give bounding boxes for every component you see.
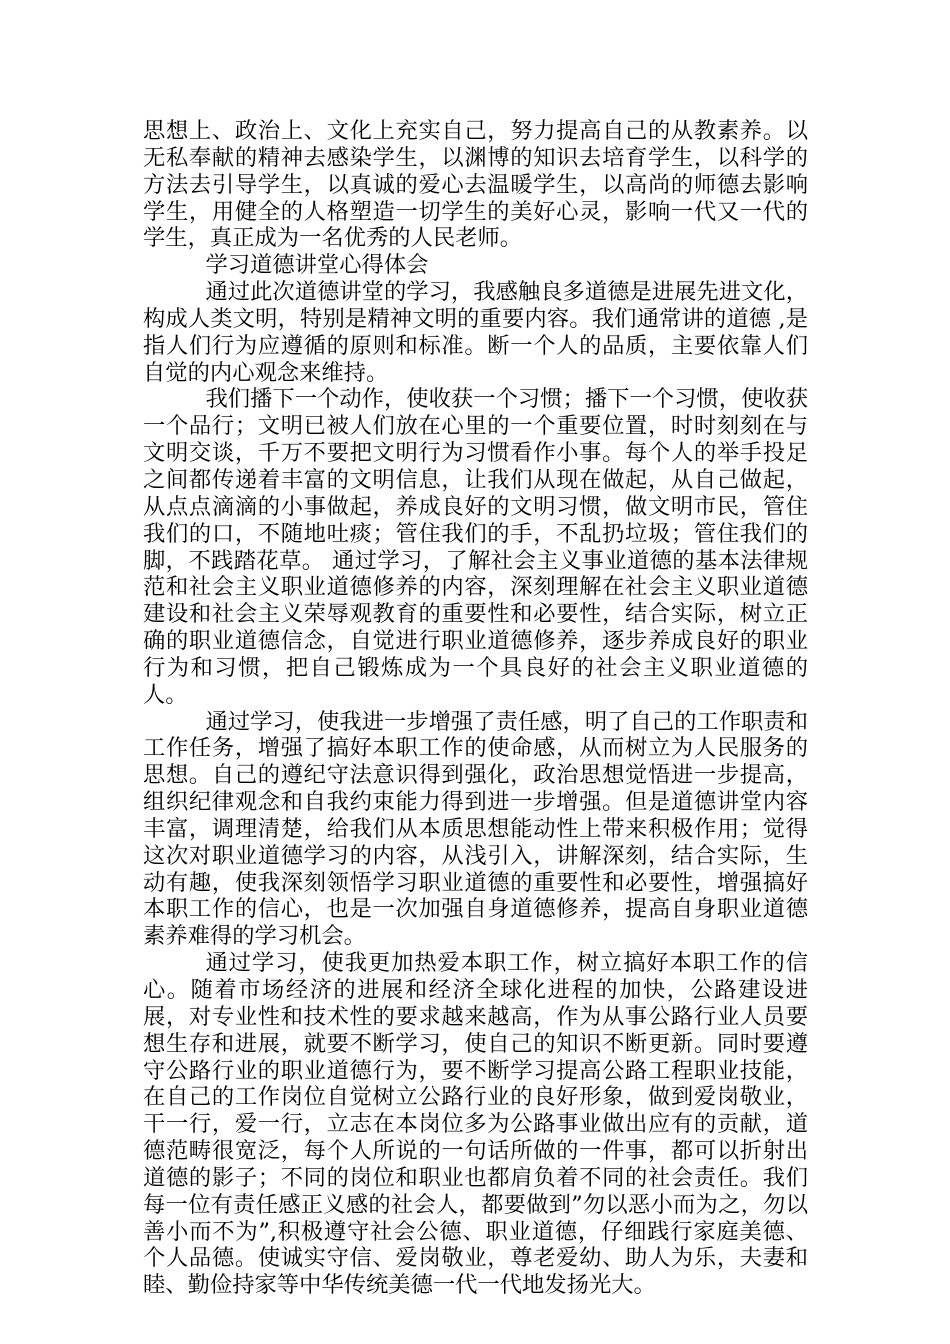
body-paragraph-1: 通过此次道德讲堂的学习，我感触良多道德是进展先进文化，构成人类文明，特别是精神文明的重要内容。我们通常讲的道德 ,是指人们行为应遵循的原则和标准。断一个人的品质，主要依靠人们自觉的内心观念来维持。 (143, 279, 808, 386)
body-paragraph-4: 通过学习，使我更加热爱本职工作，树立搞好本职工作的信心。随着市场经济的进展和经济全球化进程的加快，公路建设进展，对专业性和技术性的要求越来越高，作为从事公路行业人员要想生存和进展，就要不断学习，使自己的知识不断更新。同时要遵守公路行业的职业道德行为，要不断学习提高公路工程职业技能，在自己的工作岗位自觉树立公路行业的良好形象，做到爱岗敬业，干一行，爱一行，立志在本岗位多为公路事业做出应有的贡献，道德范畴很宽泛，每个人所说的一句话所做的一件事，都可以折射出道德的影子；不同的岗位和职业也都肩负着不同的社会责任。我们每一位有责任感正义感的社会人，都要做到”勿以恶小而为之，勿以善小而不为”,积极遵守社会公德、职业道德，仔细践行家庭美德、个人品德。使诚实守信、爱岗敬业，尊老爱幼、助人为乐，夫妻和睦、勤俭持家等中华传统美德一代一代地发扬光大。 (143, 950, 808, 1299)
section-heading: 学习道德讲堂心得体会 (205, 252, 429, 279)
continuation-paragraph: 思想上、政治上、文化上充实自己，努力提高自己的从教素养。以无私奉献的精神去感染学生，以渊博的知识去培育学生，以科学的方法去引导学生，以真诚的爱心去温暖学生，以高尚的师德去影响学生，用健全的人格塑造一切学生的美好心灵，影响一代又一代的学生，真正成为一名优秀的人民老师。 (143, 118, 808, 252)
body-paragraph-3: 通过学习，使我进一步增强了责任感，明了自己的工作职责和工作任务，增强了搞好本职工作的使命感，从而树立为人民服务的思想。自己的遵纪守法意识得到强化，政治思想觉悟进一步提高，组织纪律观念和自我约束能力得到进一步增强。但是道德讲堂内容丰富，调理清楚，给我们从本质思想能动性上带来积极作用；觉得这次对职业道德学习的内容，从浅引入，讲解深刻，结合实际，生动有趣，使我深刻领悟学习职业道德的重要性和必要性，增强搞好本职工作的信心，也是一次加强自身道德修养，提高自身职业道德素养难得的学习机会。 (143, 708, 808, 950)
body-paragraph-2: 我们播下一个动作，使收获一个习惯；播下一个习惯，使收获一个品行；文明已被人们放在心里的一个重要位置，时时刻刻在与文明交谈，千万不要把文明行为习惯看作小事。每个人的举手投足之间都传递着丰富的文明信息，让我们从现在做起，从自己做起，从点点滴滴的小事做起，养成良好的文明习惯，做文明市民，管住我们的口，不随地吐痰；管住我们的手，不乱扔垃圾；管住我们的脚，不践踏花草。 通过学习，了解社会主义事业道德的基本法律规范和社会主义职业道德修养的内容，深刻理解在社会主义职业道德建设和社会主义荣辱观教育的重要性和必要性，结合实际，树立正确的职业道德信念，自觉进行职业道德修养，逐步养成良好的职业行为和习惯，把自己锻炼成为一个具良好的社会主义职业道德的人。 (143, 386, 808, 708)
document-page (143, 118, 808, 1299)
